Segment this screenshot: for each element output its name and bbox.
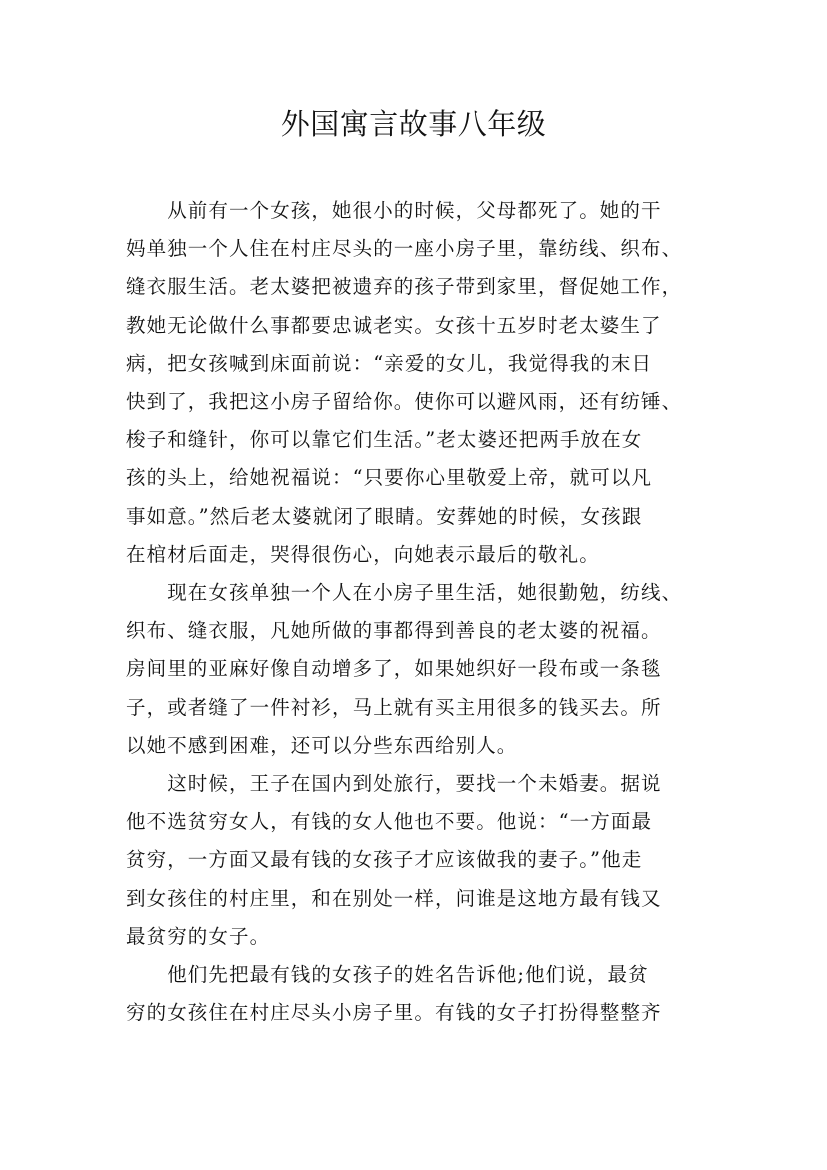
text-line: 教她无论做什么事都要忠诚老实。女孩十五岁时老太婆生了 xyxy=(126,313,662,337)
text-line: 他不选贫穷女人，有钱的女人他也不要。他说：“一方面最 xyxy=(126,810,653,834)
text-line: 穷的女孩住在村庄尽头小房子里。有钱的女子打扮得整整齐 xyxy=(126,1001,662,1025)
text-line: 贫穷，一方面又最有钱的女孩子才应该做我的妻子。”他走 xyxy=(126,848,643,872)
text-line: 织布、缝衣服，凡她所做的事都得到善良的老太婆的祝福。 xyxy=(126,619,662,643)
text-line: 孩的头上，给她祝福说：“只要你心里敬爱上帝，就可以凡 xyxy=(126,466,653,490)
text-line: 缝衣服生活。老太婆把被遗弃的孩子带到家里，督促她工作， xyxy=(126,275,683,299)
text-line: 从前有一个女孩，她很小的时候，父母都死了。她的干 xyxy=(126,199,662,222)
text-line: 妈单独一个人住在村庄尽头的一座小房子里，靠纺线、织布、 xyxy=(126,237,683,261)
text-line: 房间里的亚麻好像自动增多了，如果她织好一段布或一条毯 xyxy=(126,657,662,681)
text-line: 现在女孩单独一个人在小房子里生活，她很勤勉，纺线、 xyxy=(126,581,683,605)
text-line: 在棺材后面走，哭得很伤心，向她表示最后的敬礼。 xyxy=(126,542,600,566)
text-line: 事如意。”然后老太婆就闭了眼睛。安葬她的时候，女孩跟 xyxy=(126,504,643,528)
text-line: 病，把女孩喊到床面前说：“亲爱的女儿，我觉得我的末日 xyxy=(126,351,653,375)
text-line: 最贫穷的女子。 xyxy=(126,924,271,948)
document-title: 外国寓言故事八年级 xyxy=(280,107,547,141)
text-line: 快到了，我把这小房子留给你。使你可以避风雨，还有纺锤、 xyxy=(126,390,683,414)
text-line: 他们先把最有钱的女孩子的姓名告诉他;他们说，最贫 xyxy=(126,963,649,987)
document-body xyxy=(126,192,704,1032)
paragraph-1 xyxy=(126,192,704,574)
paragraph-4 xyxy=(126,956,704,1032)
text-line: 子，或者缝了一件衬衫，马上就有买主用很多的钱买去。所 xyxy=(126,695,662,719)
text-line: 以她不感到困难，还可以分些东西给别人。 xyxy=(126,733,518,757)
text-line: 这时候，王子在国内到处旅行，要找一个未婚妻。据说 xyxy=(126,772,662,796)
paragraph-2 xyxy=(126,574,704,765)
text-line: 梭子和缝针，你可以靠它们生活。”老太婆还把两手放在女 xyxy=(126,428,643,452)
text-line: 到女孩住的村庄里，和在别处一样，问谁是这地方最有钱又 xyxy=(126,886,662,910)
paragraph-3 xyxy=(126,765,704,956)
